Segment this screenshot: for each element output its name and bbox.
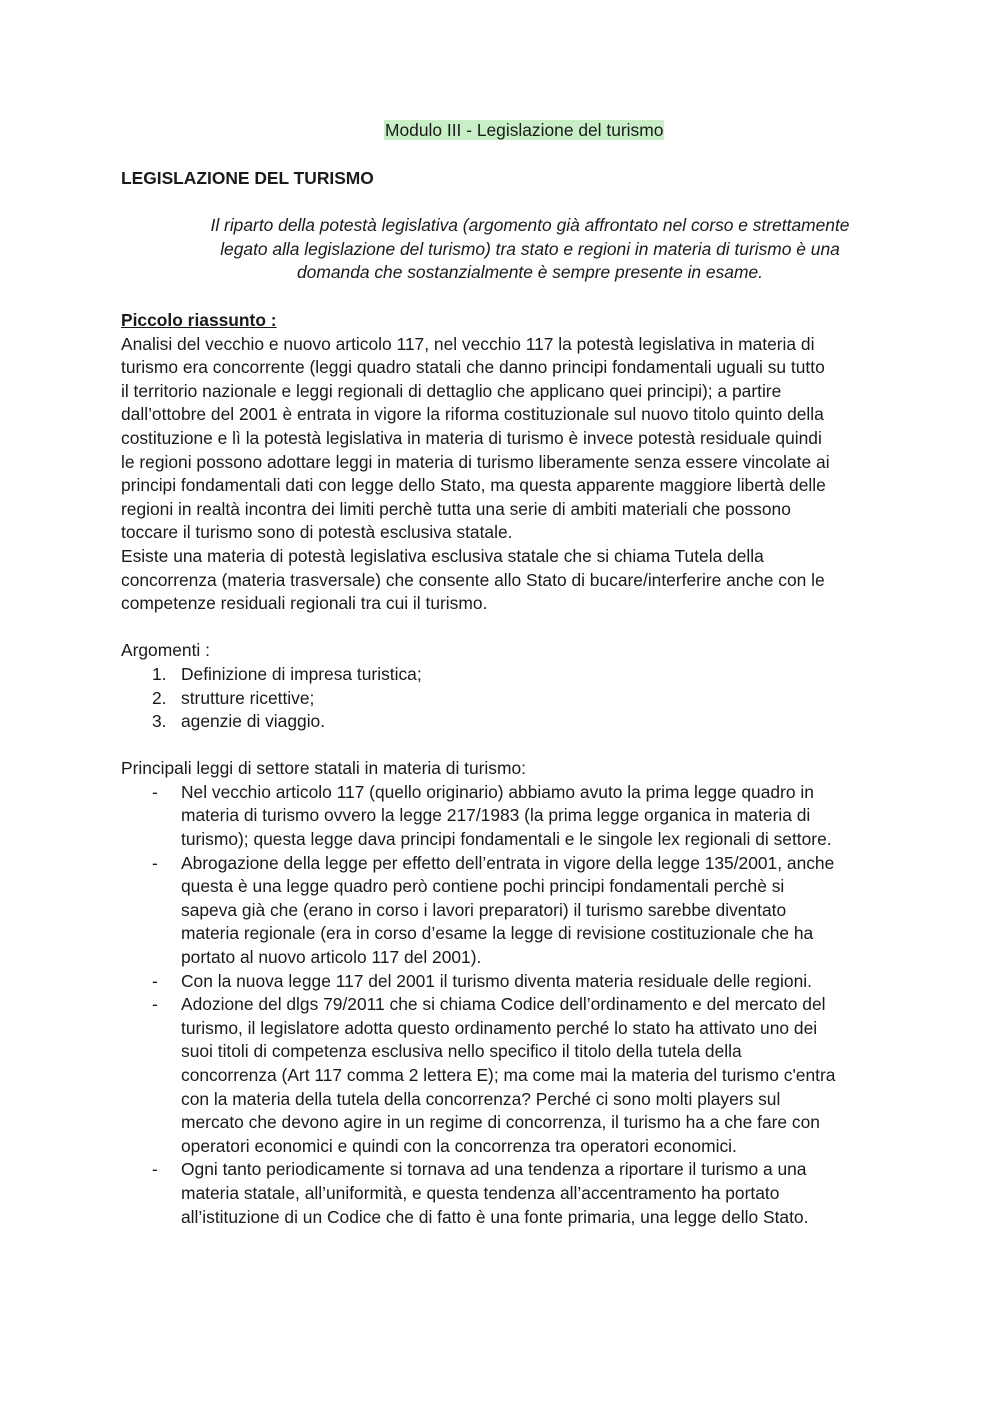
list-item-line: turismo); questa legge dava principi fondamentali e le singole lex regionali di settore. (181, 829, 832, 850)
list-item (121, 687, 881, 711)
laws-heading: Principali leggi di settore statali in materia di turismo: (121, 758, 526, 779)
list-item (121, 852, 881, 970)
list-item-line: operatori economici e quindi con la concorrenza tra operatori economici. (181, 1135, 737, 1156)
main-content (121, 309, 881, 1229)
list-number: 2. (152, 687, 167, 708)
list-item (121, 993, 881, 1158)
list-item-line: mercato che devono agire in un regime di concorrenza, il turismo ha a che fare con (181, 1112, 820, 1133)
summary-line: le regioni possono adottare leggi in materia di turismo liberamente senza essere vincolate ai (121, 451, 830, 472)
list-item-line: suoi titoli di competenza esclusiva nello specifico il titolo della tutela della (181, 1041, 742, 1062)
list-item-line: sapeva già che (erano in corso i lavori preparatori) il turismo sarebbe diventato (181, 899, 787, 920)
list-item (121, 970, 881, 994)
summary-line: il territorio nazionale e leggi regionali di dettaglio che applicano quei principi); a partire (121, 380, 782, 401)
list-item-line: materia di turismo ovvero la legge 217/1983 (la prima legge organica in materia di (181, 805, 811, 826)
module-title: Modulo III - Legislazione del turismo (385, 120, 664, 140)
topics-list (121, 663, 881, 734)
summary-heading: Piccolo riassunto : (121, 310, 277, 330)
list-item (121, 781, 881, 852)
summary-paragraph (121, 333, 881, 616)
intro-line: legato alla legislazione del turismo) tra stato e regioni in materia di turismo è una (220, 238, 840, 259)
list-item-line: Nel vecchio articolo 117 (quello originario) abbiamo avuto la prima legge quadro in (181, 781, 814, 802)
list-item-line: Abrogazione della legge per effetto dell’entrata in vigore della legge 135/2001, anche (181, 852, 835, 873)
dash-bullet: - (152, 994, 158, 1015)
summary-line: toccare il turismo sono di potestà esclusiva statale. (121, 522, 513, 543)
intro-paragraph (180, 214, 880, 285)
list-number: 3. (152, 711, 167, 732)
list-item-text: Definizione di impresa turistica; (181, 663, 422, 684)
intro-line: Il riparto della potestà legislativa (argomento già affrontato nel corso e strettamente (210, 215, 850, 235)
list-item (121, 1158, 881, 1229)
list-item (121, 663, 881, 687)
list-item-line: concorrenza (Art 117 comma 2 lettera E); ma come mai la materia del turismo c'entra (181, 1065, 836, 1085)
dash-bullet: - (152, 1159, 158, 1180)
dash-bullet: - (152, 781, 158, 802)
list-item-line: Adozione del dlgs 79/2011 che si chiama Codice dell’ordinamento e del mercato del (181, 994, 826, 1015)
summary-line: competenze residuali regionali tra cui il turismo. (121, 593, 488, 614)
spacer (121, 734, 881, 758)
list-item-line: portato al nuovo articolo 117 del 2001). (181, 947, 482, 968)
summary-line: dall’ottobre del 2001 è entrata in vigore la riforma costituzionale sul nuovo titolo quinto della (121, 404, 824, 425)
list-number: 1. (152, 663, 167, 684)
summary-line: Analisi del vecchio e nuovo articolo 117, nel vecchio 117 la potestà legislativa in materia di (121, 333, 815, 354)
list-item-line: materia regionale (era in corso d’esame la legge di revisione costituzionale che ha (181, 923, 814, 944)
summary-line: concorrenza (materia trasversale) che consente allo Stato di bucare/interferire anche con le (121, 569, 825, 590)
dash-bullet: - (152, 970, 158, 991)
list-item-text: strutture ricettive; (181, 687, 315, 708)
spacer (121, 616, 881, 640)
list-item-line: Ogni tanto periodicamente si tornava ad una tendenza a riportare il turismo a una (181, 1159, 807, 1180)
list-item-line: questa è una legge quadro però contiene pochi principi fondamentali perchè si (181, 876, 785, 897)
summary-line: regioni in realtà incontra dei limiti perchè tutta una serie di ambiti materiali che possono (121, 498, 791, 519)
summary-line: Esiste una materia di potestà legislativa esclusiva statale che si chiama Tutela della (121, 545, 764, 566)
list-item (121, 710, 881, 734)
summary-line: turismo era concorrente (leggi quadro statali che danno principi fondamentali uguali su tutto (121, 357, 825, 378)
dash-bullet: - (152, 852, 158, 873)
list-item-line: all’istituzione di un Codice che di fatto è una fonte primaria, una legge dello Stato. (181, 1206, 809, 1227)
topics-heading: Argomenti : (121, 640, 210, 661)
intro-line: domanda che sostanzialmente è sempre presente in esame. (297, 262, 763, 283)
module-title-container (384, 118, 664, 142)
list-item-line: con la materia della tutela della concorrenza? Perché ci sono molti players sul (181, 1088, 781, 1109)
summary-line: principi fondamentali dati con legge dello Stato, ma questa apparente maggiore libertà delle (121, 475, 826, 496)
laws-list (121, 781, 881, 1229)
document-heading: LEGISLAZIONE DEL TURISMO (121, 168, 374, 188)
list-item-line: Con la nuova legge 117 del 2001 il turismo diventa materia residuale delle regioni. (181, 970, 812, 991)
list-item-text: agenzie di viaggio. (181, 711, 326, 732)
list-item-line: turismo, il legislatore adotta questo ordinamento perché lo stato ha attivato uno dei (181, 1017, 818, 1038)
list-item-line: materia statale, all’uniformità, e questa tendenza all’accentramento ha portato (181, 1182, 780, 1203)
summary-line: costituzione e lì la potestà legislativa in materia di turismo è invece potestà residuale quindi (121, 427, 822, 448)
